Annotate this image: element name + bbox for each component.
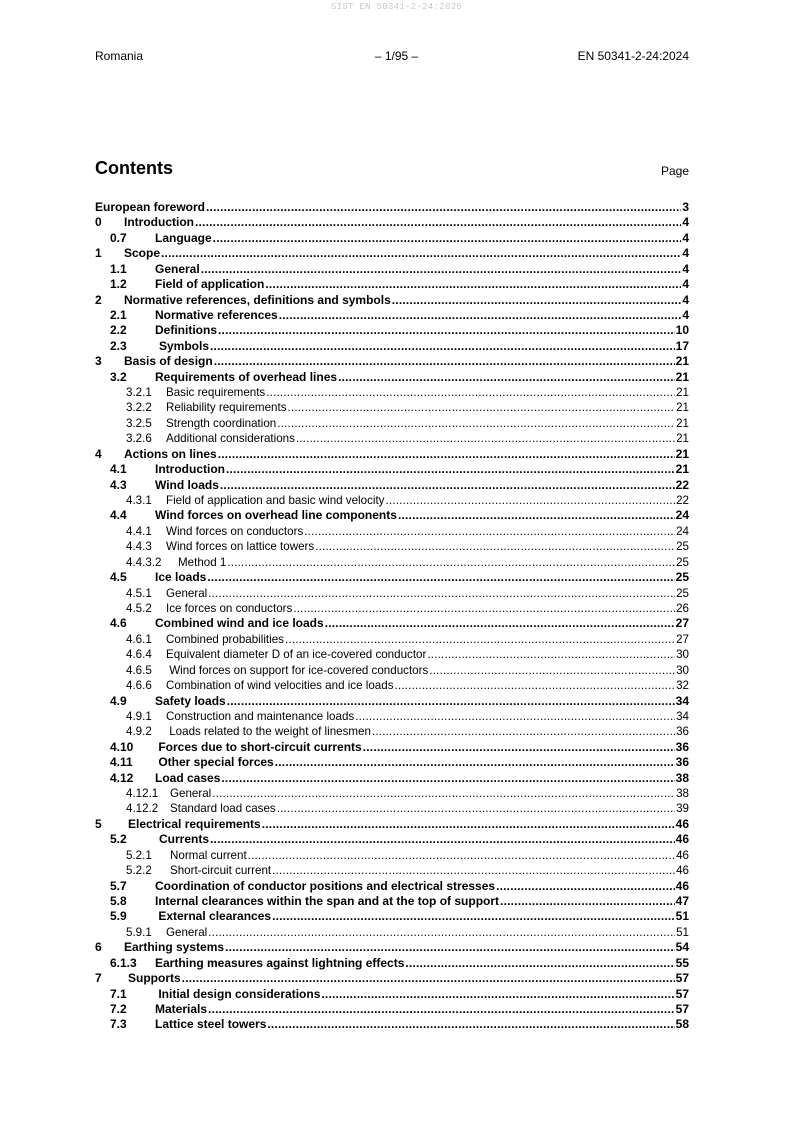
toc-leader-dots [275,755,675,770]
toc-leader-dots [272,909,675,924]
toc-entry-page: 58 [675,1017,689,1032]
toc-leader-dots [429,663,675,678]
toc-entry-number: 0 [95,215,102,230]
toc-entry-number: 5.8 [110,893,127,908]
toc-entry-title: Field of application and basic wind velocity [166,494,385,508]
toc-entry-title: Normative references [155,307,278,322]
toc-entry-page: 25 [676,555,689,569]
toc-leader-dots [226,462,675,477]
toc-entry-title: Coordination of conductor positions and electrical stresses [155,878,496,893]
toc-entry-page: 4 [682,246,689,261]
toc-entry-number: 1.1 [110,261,127,276]
toc-leader-dots [212,786,675,801]
toc-entry-page: 4 [682,230,689,245]
toc-entry-number: 3.2.5 [126,416,152,430]
toc-entry[interactable] [95,308,689,323]
toc-entry-page: 46 [675,878,689,893]
toc-leader-dots [427,647,675,662]
toc-leader-dots [392,293,682,308]
toc-entry-title: Normal current [170,848,247,862]
toc-entry-title: Wind forces on conductors [166,524,304,538]
toc-entry[interactable] [95,925,689,940]
toc-entry-title: Materials [155,1001,208,1016]
toc-leader-dots [182,971,675,986]
toc-entry[interactable] [95,586,689,601]
toc-leader-dots [214,354,675,369]
toc-leader-dots [325,616,675,631]
toc-entry-number: 7.2 [110,1001,127,1016]
toc-entry-number: 1 [95,246,102,261]
toc-leader-dots [315,539,675,554]
toc-entry-page: 4 [682,215,689,230]
toc-entry-number: 4.6.6 [126,679,152,693]
toc-leader-dots [201,262,682,277]
toc-entry-number: 4.12.1 [126,787,159,801]
toc-leader-dots [338,370,675,385]
toc-entry-title: Definitions [155,323,217,338]
toc-leader-dots [405,956,674,971]
toc-leader-dots [210,832,675,847]
toc-entry[interactable] [95,400,689,415]
toc-leader-dots [285,632,675,647]
toc-entry-title: Ice loads [155,570,207,585]
toc-entry-number: 7 [95,971,102,986]
toc-entry-number: 6 [95,940,102,955]
toc-entry[interactable] [95,740,689,755]
toc-entry-title: Field of application [155,277,265,292]
toc-entry-page: 21 [676,416,689,430]
toc-entry[interactable] [95,940,689,955]
toc-entry-number: 5.9.1 [126,925,152,939]
toc-entry-number: 7.3 [110,1017,127,1032]
toc-leader-dots [220,478,675,493]
toc-leader-dots [277,416,675,431]
toc-entry-title: General [170,787,212,801]
toc-leader-dots [208,925,675,940]
toc-entry-number: 2 [95,292,102,307]
toc-entry[interactable] [95,755,689,770]
toc-entry-title: Construction and maintenance loads [166,709,355,723]
toc-entry-page: 36 [675,739,689,754]
toc-entry-page: 27 [676,632,689,646]
toc-entry-number: 4.9.1 [126,709,152,723]
page-title: Contents [95,158,173,178]
toc-entry-number: 5.7 [110,878,127,893]
toc-entry-page: 47 [675,893,689,908]
toc-entry[interactable] [95,863,689,878]
toc-entry-number: 4.6 [110,616,127,631]
toc-entry-page: 4 [682,307,689,322]
toc-leader-dots [225,940,675,955]
toc-entry-title: Earthing measures against lightning effects [155,955,405,970]
toc-entry-title: Electrical requirements [128,816,261,831]
toc-entry[interactable] [95,323,689,338]
toc-leader-dots [372,724,675,739]
toc-entry-page: 25 [676,540,689,554]
toc-entry-page: 17 [675,338,689,353]
toc-entry-number: 4.10 [110,739,134,754]
toc-entry[interactable] [95,539,689,554]
toc-entry-page: 10 [675,323,689,338]
toc-entry[interactable] [95,1017,689,1032]
toc-entry-number: 4.6.5 [126,663,152,677]
table-of-contents [95,200,689,1033]
toc-entry-page: 21 [676,386,689,400]
toc-entry[interactable] [95,508,689,523]
toc-entry-title: Currents [159,832,210,847]
toc-leader-dots [395,678,676,693]
toc-leader-dots [277,801,675,816]
header-country: Romania [95,49,144,63]
toc-entry[interactable] [95,817,689,832]
toc-entry-number: 4 [95,446,102,461]
toc-entry-title: General [155,261,200,276]
toc-entry[interactable] [95,231,689,246]
toc-entry[interactable] [95,200,689,215]
toc-entry[interactable] [95,370,689,385]
toc-entry-title: Earthing systems [124,940,225,955]
toc-entry-page: 54 [675,940,689,955]
toc-entry-title: Reliability requirements [166,401,287,415]
toc-entry-page: 4 [682,277,689,292]
toc-entry-title: Method 1 [178,555,227,569]
toc-entry-number: 5.2.1 [126,848,152,862]
toc-entry-page: 30 [676,663,689,677]
toc-entry-page: 27 [675,616,689,631]
toc-entry-title: Short-circuit current [170,864,272,878]
toc-entry[interactable] [95,416,689,431]
toc-entry-title: Equivalent diameter D of an ice-covered conductor [166,648,427,662]
toc-entry[interactable] [95,956,689,971]
toc-leader-dots [262,817,675,832]
toc-entry-number: 5.2.2 [126,864,152,878]
toc-entry-page: 36 [675,755,689,770]
header-page-number: – 1/95 – [374,49,419,63]
toc-entry-page: 32 [676,679,689,693]
toc-leader-dots [355,709,675,724]
toc-entry[interactable] [95,771,689,786]
toc-entry-page: 21 [675,462,689,477]
toc-entry[interactable] [95,246,689,261]
toc-entry-page: 57 [675,971,689,986]
toc-entry[interactable] [95,293,689,308]
toc-entry-page: 3 [682,200,689,214]
toc-entry[interactable] [95,801,689,816]
toc-entry-number: 4.11 [110,755,133,770]
toc-leader-dots [227,555,675,570]
toc-entry-page: 38 [676,787,689,801]
toc-entry-page: 46 [675,832,689,847]
toc-entry-title: Load cases [155,770,221,785]
toc-entry-number: 1.2 [110,277,127,292]
toc-entry-title: Wind loads [155,477,219,492]
toc-entry-page: 46 [676,848,689,862]
toc-entry-title: Basis of design [124,354,213,369]
toc-entry-number: 4.4 [110,508,127,523]
toc-entry[interactable] [95,447,689,462]
toc-leader-dots [496,879,675,894]
toc-entry[interactable] [95,879,689,894]
toc-entry-page: 51 [675,909,689,924]
toc-leader-dots [218,323,675,338]
toc-entry-number: 4.6.4 [126,648,152,662]
toc-entry-number: 4.4.3.2 [126,555,162,569]
toc-entry[interactable] [95,1002,689,1017]
page-column-label: Page [660,164,689,178]
toc-entry-title: Introduction [155,462,225,477]
toc-entry[interactable] [95,694,689,709]
toc-entry-number: 5.2 [110,832,127,847]
toc-entry-title: Lattice steel towers [155,1017,267,1032]
toc-leader-dots [296,431,675,446]
toc-entry-title: Ice forces on conductors [166,601,293,615]
toc-entry-number: 3.2.2 [126,401,152,415]
toc-entry-number: 7.1 [110,986,127,1001]
toc-entry-number: 3.2 [110,369,127,384]
toc-entry-number: 4.4.3 [126,540,152,554]
toc-leader-dots [279,308,682,323]
toc-entry-page: 46 [675,816,689,831]
toc-leader-dots [195,215,681,230]
toc-entry[interactable] [95,462,689,477]
toc-entry-number: 3 [95,354,102,369]
toc-leader-dots [210,339,675,354]
toc-entry[interactable] [95,431,689,446]
toc-entry[interactable] [95,909,689,924]
toc-entry-title: Language [155,230,212,245]
toc-leader-dots [266,385,675,400]
toc-entry-page: 57 [675,986,689,1001]
toc-leader-dots [208,1002,675,1017]
toc-entry-page: 4 [682,261,689,276]
toc-entry-title: Forces due to short-circuit currents [155,739,362,754]
toc-entry-number: 4.9 [110,693,127,708]
toc-leader-dots [208,586,675,601]
toc-leader-dots [221,771,674,786]
toc-entry[interactable] [95,601,689,616]
toc-entry[interactable] [95,786,689,801]
toc-entry-page: 26 [676,601,689,615]
toc-leader-dots [398,508,675,523]
toc-entry-page: 46 [676,864,689,878]
toc-entry[interactable] [95,832,689,847]
toc-leader-dots [248,848,675,863]
toc-entry-number: 5.9 [110,909,127,924]
toc-entry[interactable] [95,709,689,724]
toc-leader-dots [267,1017,674,1032]
toc-entry-page: 21 [675,354,689,369]
header-document-id: EN 50341-2-24:2024 [577,49,689,63]
toc-entry-number: 6.1.3 [110,955,137,970]
toc-entry[interactable] [95,647,689,662]
toc-leader-dots [206,200,681,215]
toc-leader-dots [385,493,675,508]
toc-leader-dots [265,277,681,292]
toc-entry-number: 4.1 [110,462,127,477]
toc-entry-title: Symbols [159,338,210,353]
toc-entry-number: 4.3.1 [126,494,152,508]
toc-entry-page: 57 [675,1001,689,1016]
toc-entry-title: European foreword [95,200,206,214]
toc-entry-title: Basic requirements [166,386,266,400]
toc-entry-title: Combination of wind velocities and ice loads [166,679,394,693]
toc-entry-number: 0.7 [110,230,127,245]
toc-entry-title: Combined probabilities [166,632,284,646]
toc-entry[interactable] [95,971,689,986]
toc-leader-dots [207,570,674,585]
toc-entry-number: 2.1 [110,307,127,322]
toc-leader-dots [500,894,675,909]
toc-entry[interactable] [95,277,689,292]
toc-entry-page: 51 [676,925,689,939]
toc-entry-number: 4.5 [110,570,127,585]
toc-entry-page: 22 [676,494,689,508]
toc-entry-number: 4.6.1 [126,632,152,646]
toc-entry-title: Wind forces on support for ice-covered conductors [166,663,429,677]
toc-entry-page: 25 [675,570,689,585]
toc-entry[interactable] [95,848,689,863]
toc-entry[interactable] [95,570,689,585]
toc-entry-page: 21 [675,446,689,461]
toc-entry-number: 4.12 [110,770,134,785]
toc-entry-title: Normative references, definitions and symbols [124,292,391,307]
toc-entry-number: 4.9.2 [126,725,152,739]
toc-entry-number: 4.5.1 [126,586,152,600]
toc-leader-dots [218,447,675,462]
toc-entry[interactable] [95,339,689,354]
toc-entry-title: Internal clearances within the span and at the top of support [155,893,500,908]
toc-entry[interactable] [95,385,689,400]
toc-entry[interactable] [95,215,689,230]
toc-entry[interactable] [95,262,689,277]
toc-leader-dots [293,601,675,616]
toc-entry-page: 4 [682,292,689,307]
toc-entry[interactable] [95,524,689,539]
toc-entry-number: 4.4.1 [126,524,152,538]
toc-entry[interactable] [95,616,689,631]
toc-entry[interactable] [95,354,689,369]
toc-entry-title: Requirements of overhead lines [155,369,338,384]
toc-entry[interactable] [95,894,689,909]
toc-entry-title: Loads related to the weight of linesmen [166,725,371,739]
toc-leader-dots [321,987,674,1002]
toc-entry-title: Introduction [124,215,194,230]
toc-entry-page: 25 [676,586,689,600]
toc-entry[interactable] [95,555,689,570]
toc-entry-title: Wind forces on lattice towers [166,540,315,554]
toc-entry-page: 36 [676,725,689,739]
toc-leader-dots [227,694,675,709]
toc-entry-title: Supports [128,971,181,986]
toc-entry-page: 21 [676,432,689,446]
toc-entry-number: 4.5.2 [126,601,152,615]
toc-leader-dots [161,246,681,261]
toc-entry-title: Scope [124,246,161,261]
toc-entry-number: 4.12.2 [126,802,159,816]
toc-leader-dots [304,524,675,539]
toc-entry-page: 22 [675,477,689,492]
toc-entry[interactable] [95,632,689,647]
toc-entry-page: 24 [676,524,689,538]
toc-leader-dots [363,740,675,755]
toc-entry[interactable] [95,663,689,678]
toc-entry-page: 39 [676,802,689,816]
toc-entry-title: General [166,925,208,939]
toc-entry[interactable] [95,724,689,739]
toc-entry-title: Other special forces [155,755,274,770]
toc-entry[interactable] [95,493,689,508]
toc-entry[interactable] [95,987,689,1002]
toc-entry-title: Wind forces on overhead line components [155,508,397,523]
toc-entry-number: 3.2.1 [126,386,152,400]
toc-entry-number: 2.3 [110,338,127,353]
toc-leader-dots [213,231,682,246]
watermark: SIST EN 50341-2-24:2025 [330,2,463,12]
toc-entry-page: 55 [675,955,689,970]
toc-entry-title: Initial design considerations [155,986,321,1001]
toc-entry-title: Actions on lines [124,446,217,461]
toc-entry-number: 3.2.6 [126,432,152,446]
toc-leader-dots [288,400,676,415]
toc-entry-page: 21 [676,401,689,415]
toc-entry-number: 4.3 [110,477,127,492]
toc-entry-title: Safety loads [155,693,226,708]
toc-entry-number: 2.2 [110,323,127,338]
toc-entry-page: 34 [675,693,689,708]
toc-entry-page: 21 [675,369,689,384]
toc-entry-number: 5 [95,816,102,831]
toc-entry[interactable] [95,678,689,693]
toc-entry-title: Standard load cases [170,802,276,816]
toc-entry-title: Strength coordination [166,416,277,430]
toc-entry-page: 30 [676,648,689,662]
toc-entry-page: 38 [675,770,689,785]
toc-entry-title: General [166,586,208,600]
toc-entry-title: External clearances [155,909,272,924]
toc-entry-title: Combined wind and ice loads [155,616,324,631]
toc-leader-dots [272,863,675,878]
toc-entry-title: Additional considerations [166,432,295,446]
toc-entry[interactable] [95,478,689,493]
toc-entry-page: 34 [676,709,689,723]
toc-entry-page: 24 [675,508,689,523]
